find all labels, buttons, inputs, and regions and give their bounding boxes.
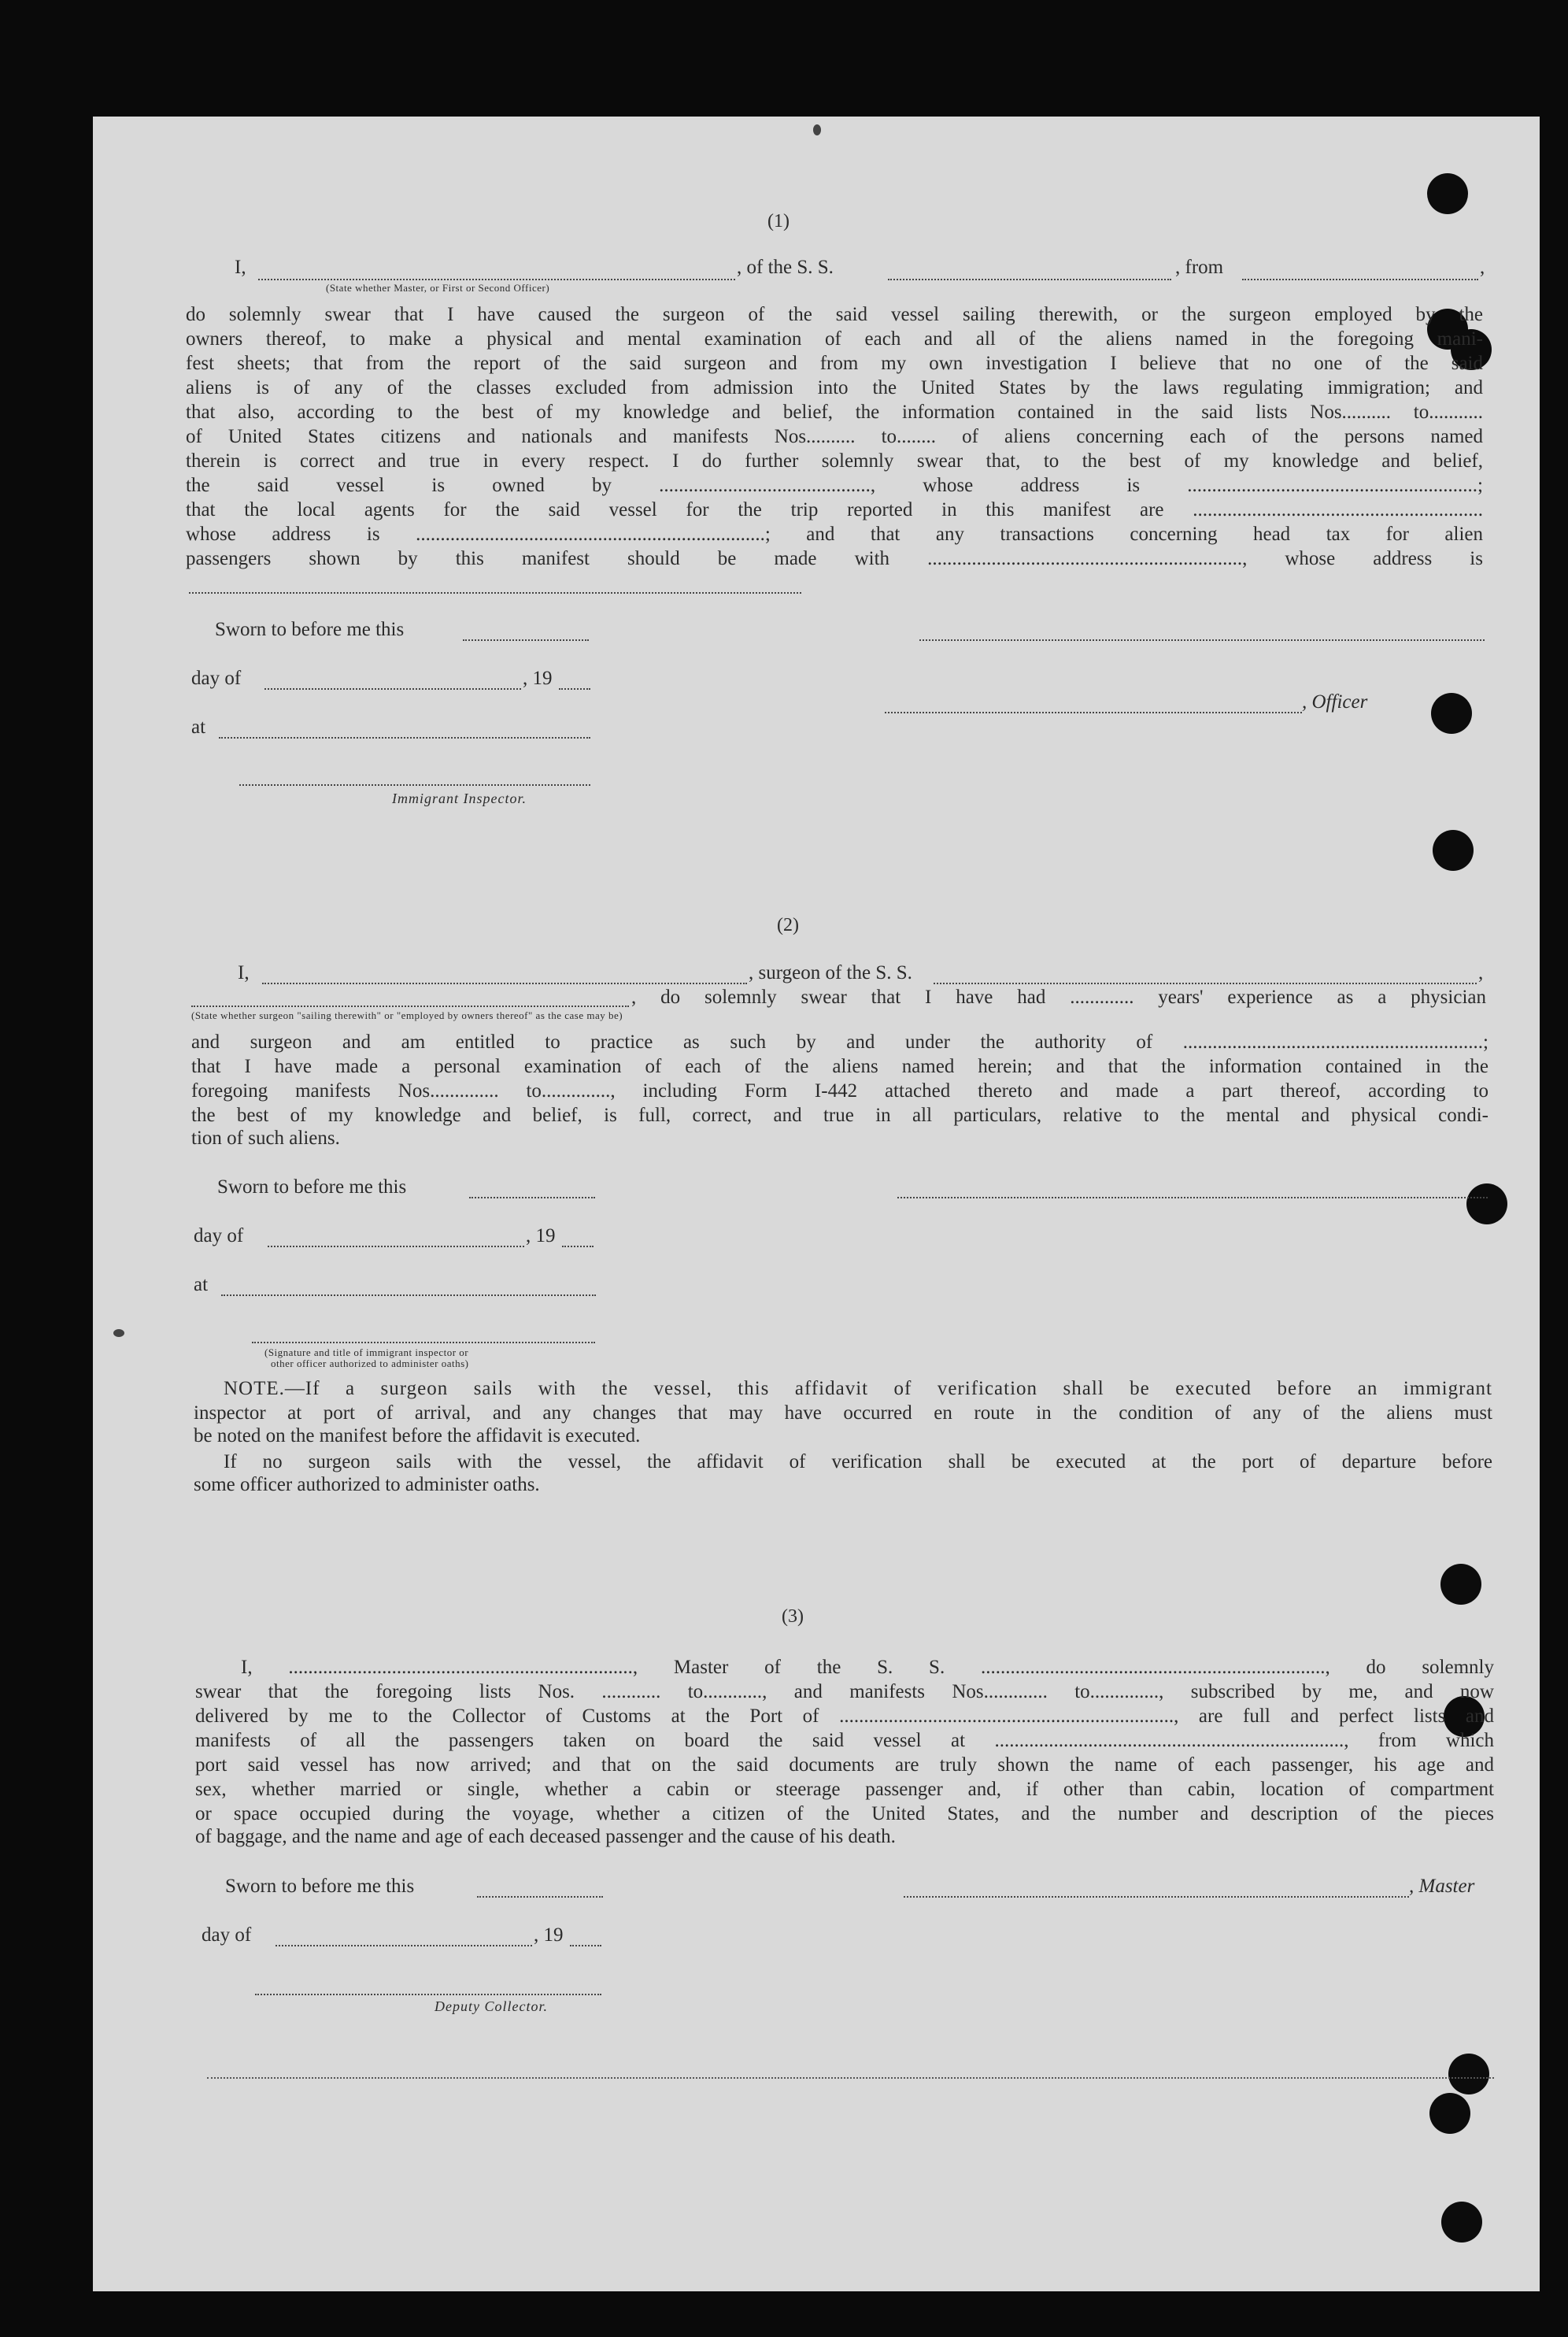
- sworn-label: Sworn to before me this: [217, 1176, 407, 1198]
- header-i: I,: [235, 257, 246, 278]
- officer-label: , Officer: [1302, 691, 1368, 713]
- line2-note: (State whether surgeon "sailing therewith" or "employed by owners thereof" as the case may be): [191, 1009, 623, 1021]
- scan-speck: [113, 1329, 124, 1337]
- line2: , do solemnly swear that I have had ............. years' experience as a physician: [631, 987, 1486, 1008]
- day-blank: [268, 1246, 524, 1247]
- signature-note: other officer authorized to administer oaths): [271, 1357, 469, 1369]
- signature-note: (Signature and title of immigrant inspector or: [264, 1346, 469, 1358]
- year-label: , 19: [523, 668, 553, 689]
- body-line: whose address is .......................................................................; and that any transactions concerning head tax for alien: [186, 524, 1483, 545]
- sworn-blank: [469, 1197, 595, 1198]
- section-number: (1): [767, 211, 790, 231]
- body-line: passengers shown by this manifest should be made with ................................................................, whose address is: [186, 548, 1483, 569]
- note-line: inspector at port of arrival, and any changes that may have occurred en route in the condition of any of the aliens must: [194, 1402, 1492, 1424]
- day-of-label: day of: [202, 1924, 252, 1946]
- body-line: fest sheets; that from the report of the said surgeon and from my own investigation I believe that no one of the said: [186, 353, 1483, 374]
- master-label: , Master: [1409, 1876, 1475, 1897]
- body-line: swear that the foregoing lists Nos. ............ to............, and manifests Nos............. to.............., subscribed by me, and now: [195, 1681, 1494, 1702]
- body-line: that also, according to the best of my knowledge and belief, the information contained in the said lists Nos.......... to...........: [186, 402, 1483, 423]
- rank-blank: [258, 279, 735, 280]
- sworn-blank: [463, 639, 589, 641]
- sworn-blank: [477, 1896, 603, 1898]
- body-line: foregoing manifests Nos.............. to.............., including Form I-442 attached thereto and made a part thereof, according to: [191, 1080, 1488, 1102]
- line1-comma: ,: [1478, 962, 1484, 983]
- at-blank: [219, 737, 590, 739]
- body-line: aliens is of any of the classes excluded from admission into the United States by the laws regulating immigration; and: [186, 377, 1483, 398]
- note-line: NOTE.—If a surgeon sails with the vessel, this affidavit of verification shall be executed before an immigrant: [224, 1378, 1492, 1399]
- ship-blank: [888, 279, 1171, 280]
- body-line: of United States citizens and nationals and manifests Nos.......... to........ of aliens concerning each of the persons named: [186, 426, 1483, 447]
- punch-hole: [1433, 830, 1474, 871]
- inspector-blank: [239, 784, 590, 786]
- punch-hole: [1427, 173, 1468, 214]
- punch-hole: [1448, 2054, 1489, 2094]
- inspector-signature-blank: [252, 1342, 595, 1343]
- section-number: (3): [782, 1606, 804, 1627]
- header-comma: ,: [1480, 257, 1485, 278]
- body-line: and surgeon and am entitled to practice as such by and under the authority of .............................................................;: [191, 1031, 1488, 1053]
- section-number: (2): [777, 915, 799, 935]
- punch-hole: [1431, 693, 1472, 734]
- officer-blank: [885, 712, 1302, 713]
- line1-surgeon: , surgeon of the S. S.: [749, 962, 912, 983]
- collector-signature-blank: [255, 1994, 601, 1995]
- punch-hole: [1466, 1183, 1507, 1224]
- note-line: If no surgeon sails with the vessel, the affidavit of verification shall be executed at the port of departure before: [224, 1451, 1492, 1472]
- body-line: the said vessel is owned by ..........................................., whose address is ...........................................................;: [186, 475, 1483, 496]
- at-label: at: [194, 1274, 209, 1295]
- year-blank: [562, 1246, 594, 1247]
- body-line: owners thereof, to make a physical and mental examination of each and all of the aliens named in the foregoing mani-: [186, 328, 1483, 350]
- surgeon-type-blank: [191, 1006, 629, 1007]
- sworn-label: Sworn to before me this: [215, 619, 405, 640]
- agent-signature-blank: [919, 639, 1485, 641]
- bottom-rule: [207, 2077, 1494, 2079]
- body-line: manifests of all the passengers taken on board the said vessel at ......................................................................., from which: [195, 1730, 1494, 1751]
- note-line: be noted on the manifest before the affidavit is executed.: [194, 1425, 641, 1446]
- day-of-label: day of: [191, 668, 242, 689]
- header-of-ss: , of the S. S.: [737, 257, 834, 278]
- sworn-label: Sworn to before me this: [225, 1876, 415, 1897]
- day-blank: [276, 1945, 532, 1946]
- punch-hole: [1440, 1564, 1481, 1605]
- note-line: some officer authorized to administer oaths.: [194, 1474, 540, 1495]
- surgeon-ship-blank: [934, 983, 1477, 984]
- document-page: [93, 117, 1540, 2291]
- body-line: sex, whether married or single, whether a cabin or steerage passenger and, if other than cabin, location of compartment: [195, 1779, 1494, 1800]
- punch-hole: [1429, 2093, 1470, 2134]
- year-blank: [559, 688, 590, 690]
- header-from: , from: [1175, 257, 1224, 278]
- punch-hole: [1441, 2202, 1482, 2243]
- body-line: the best of my knowledge and belief, is full, correct, and true in all particulars, relative to the mental and physical condi-: [191, 1105, 1488, 1126]
- body-line: tion of such aliens.: [191, 1128, 340, 1149]
- body-line: therein is correct and true in every respect. I do further solemnly swear that, to the best of my knowledge and belief,: [186, 450, 1483, 472]
- body-line: that I have made a personal examination of each of the aliens named herein; and that the information contained in the: [191, 1056, 1488, 1077]
- year-blank: [570, 1945, 601, 1946]
- day-of-label: day of: [194, 1225, 244, 1246]
- at-label: at: [191, 717, 206, 738]
- line1-i: I,: [238, 962, 250, 983]
- from-blank: [1242, 279, 1478, 280]
- scan-speck: [813, 124, 821, 135]
- body-line: I, ......................................................................, Master of the S. S. ......................................................................, do solemnly: [241, 1657, 1494, 1678]
- at-blank: [221, 1294, 596, 1296]
- body-line: delivered by me to the Collector of Customs at the Port of ...................................................................., are full and perfect lists and: [195, 1706, 1494, 1727]
- inspector-caption: Immigrant Inspector.: [392, 791, 527, 806]
- year-label: , 19: [534, 1924, 564, 1946]
- body-line: do solemnly swear that I have caused the surgeon of the said vessel sailing therewith, or the surgeon employed by the: [186, 304, 1483, 325]
- body-line: of baggage, and the name and age of each deceased passenger and the cause of his death.: [195, 1826, 896, 1847]
- year-label: , 19: [526, 1225, 556, 1246]
- body-line: or space occupied during the voyage, whether a citizen of the United States, and the number and description of the pieces: [195, 1803, 1494, 1824]
- address-blank: [189, 592, 801, 594]
- surgeon-signature-blank: [897, 1197, 1488, 1198]
- surgeon-name-blank: [262, 983, 747, 984]
- day-blank: [264, 688, 521, 690]
- collector-caption: Deputy Collector.: [435, 1998, 548, 2014]
- body-line: port said vessel has now arrived; and that on the said documents are truly shown the name of each passenger, his age and: [195, 1754, 1494, 1776]
- header-note: (State whether Master, or First or Second Officer): [326, 282, 550, 294]
- body-line: that the local agents for the said vessel for the trip reported in this manifest are ...........................................................: [186, 499, 1483, 520]
- master-signature-blank: [904, 1896, 1409, 1898]
